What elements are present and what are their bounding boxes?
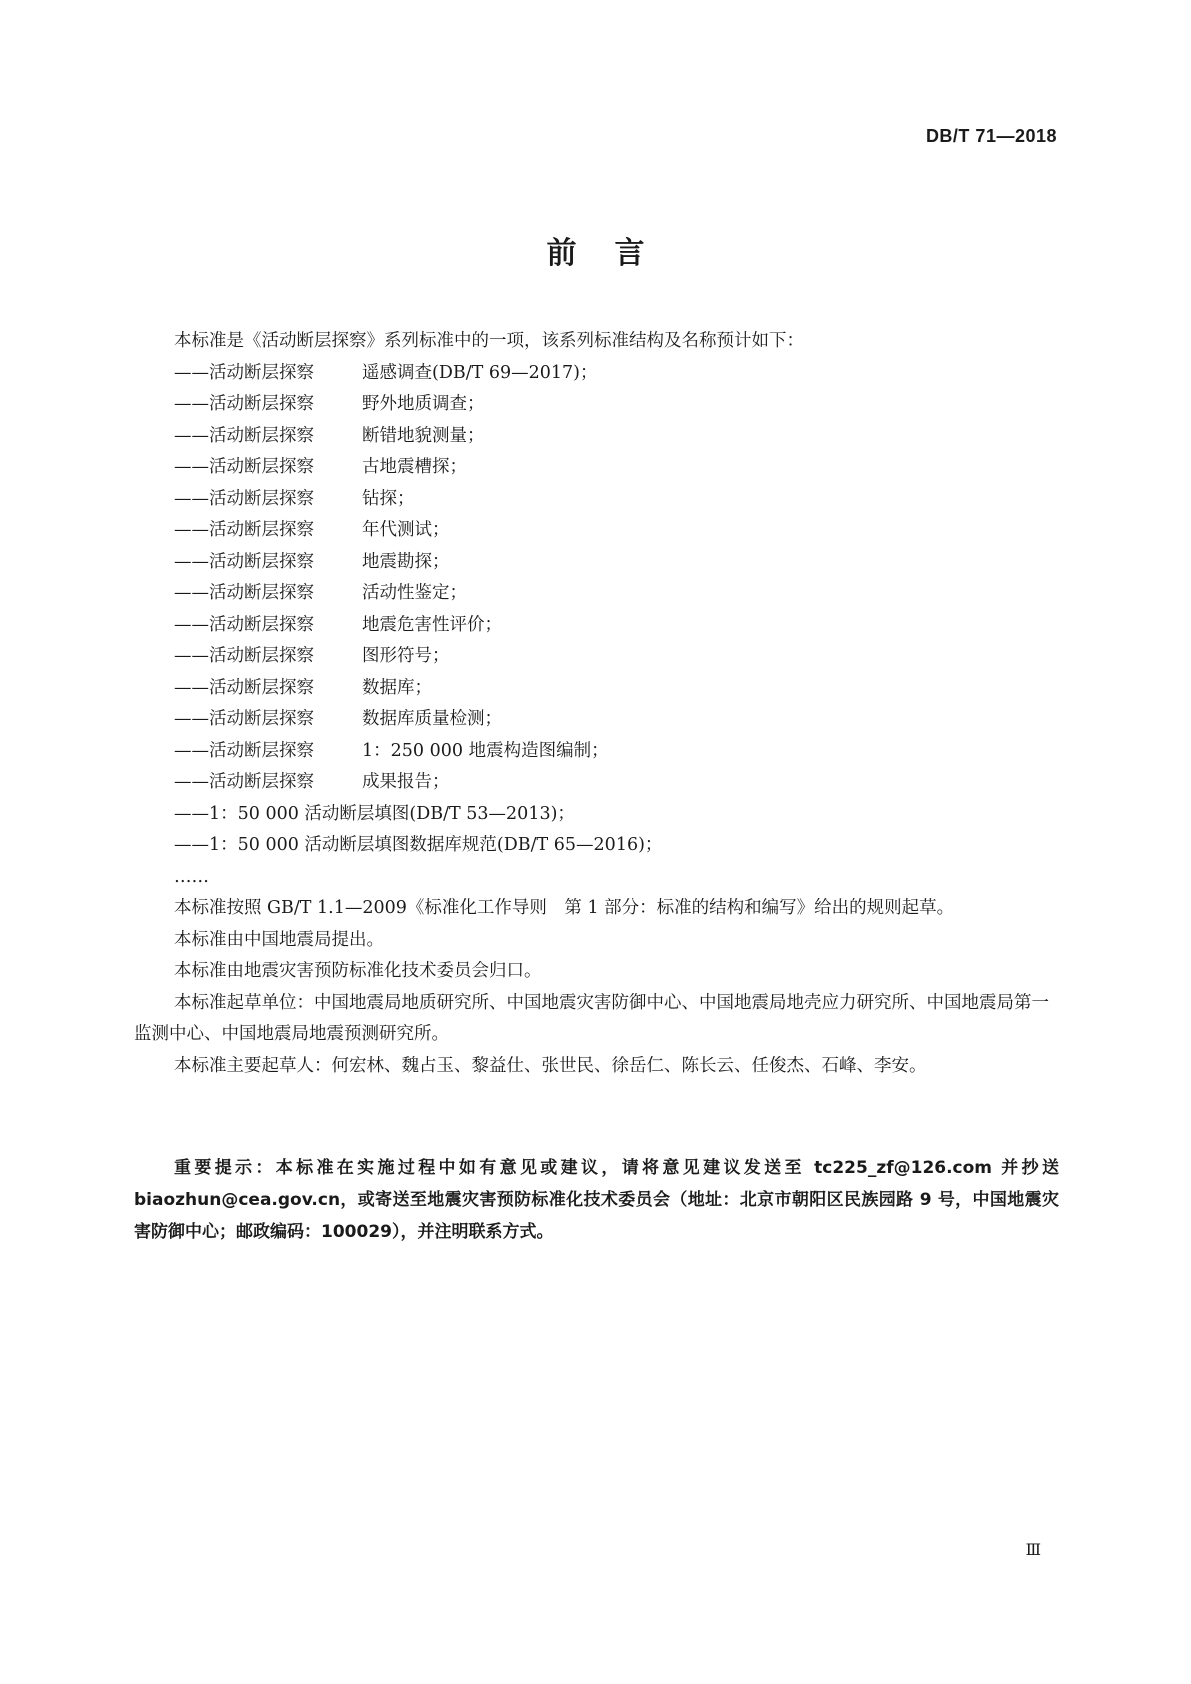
list-item: ——活动断层探察 钻探；	[174, 488, 415, 509]
drafters-paragraph: 本标准主要起草人：何宏林、魏占玉、黎益仕、张世民、徐岳仁、陈长云、任俊杰、石峰、李安。	[174, 1055, 927, 1076]
foreword-body	[134, 326, 1059, 1082]
list-item: ——活动断层探察 年代测试；	[174, 520, 450, 540]
list-item: ——活动断层探察 地震危害性评价；	[174, 614, 502, 635]
proposer-paragraph: 本标准由中国地震局提出。	[174, 929, 384, 950]
list-item: ——活动断层探察 地震勘探；	[174, 551, 450, 572]
list-item: ——活动断层探察 活动性鉴定；	[174, 583, 467, 603]
page-number: Ⅲ	[1025, 1540, 1041, 1559]
list-item: ——活动断层探察 古地震槽探；	[174, 457, 467, 477]
list-item: ——活动断层探察 数据库；	[174, 677, 432, 698]
list-item: ——活动断层探察 遥感调查(DB/T 69—2017)；	[174, 362, 598, 383]
intro-paragraph: 本标准是《活动断层探察》系列标准中的一项，该系列标准结构及名称预计如下：	[174, 331, 804, 351]
important-notice: 重要提示：本标准在实施过程中如有意见或建议，请将意见建议发送至 tc225_zf@126.com 并抄送 biaozhun@cea.gov.cn，或寄送至地震灾害预防标准化技术委员会（地址：北京市朝阳区民族园路 9 号，中国地震灾害防御中心；邮政编码：100029），并注明联系方式。	[134, 1158, 1059, 1242]
list-item: ——活动断层探察 成果报告；	[174, 772, 450, 792]
list-item: ——1：50 000 活动断层填图数据库规范(DB/T 65—2016)；	[174, 835, 663, 855]
committee-paragraph: 本标准由地震灾害预防标准化技术委员会归口。	[174, 961, 542, 981]
list-item: ——活动断层探察 图形符号；	[174, 646, 450, 666]
drafting-rules-paragraph: 本标准按照 GB/T 1.1—2009《标准化工作导则 第 1 部分：标准的结构和编写》给出的规则起草。	[174, 898, 955, 918]
list-item: ——活动断层探察 断错地貌测量；	[174, 425, 485, 446]
page-title: 前言	[546, 236, 683, 271]
list-item: ——活动断层探察 数据库质量检测；	[174, 709, 502, 729]
drafting-units-paragraph: 本标准起草单位：中国地震局地质研究所、中国地震灾害防御中心、中国地震局地壳应力研究所、中国地震局第一监测中心、中国地震局地震预测研究所。	[134, 992, 1049, 1044]
list-item: ——活动断层探察 野外地质调查；	[174, 394, 485, 414]
standard-code: DB/T 71—2018	[925, 126, 1057, 146]
ellipsis: ……	[174, 866, 209, 887]
list-item: ——1：50 000 活动断层填图(DB/T 53—2013)；	[174, 803, 575, 824]
list-item: ——活动断层探察 1：250 000 地震构造图编制；	[174, 740, 609, 761]
